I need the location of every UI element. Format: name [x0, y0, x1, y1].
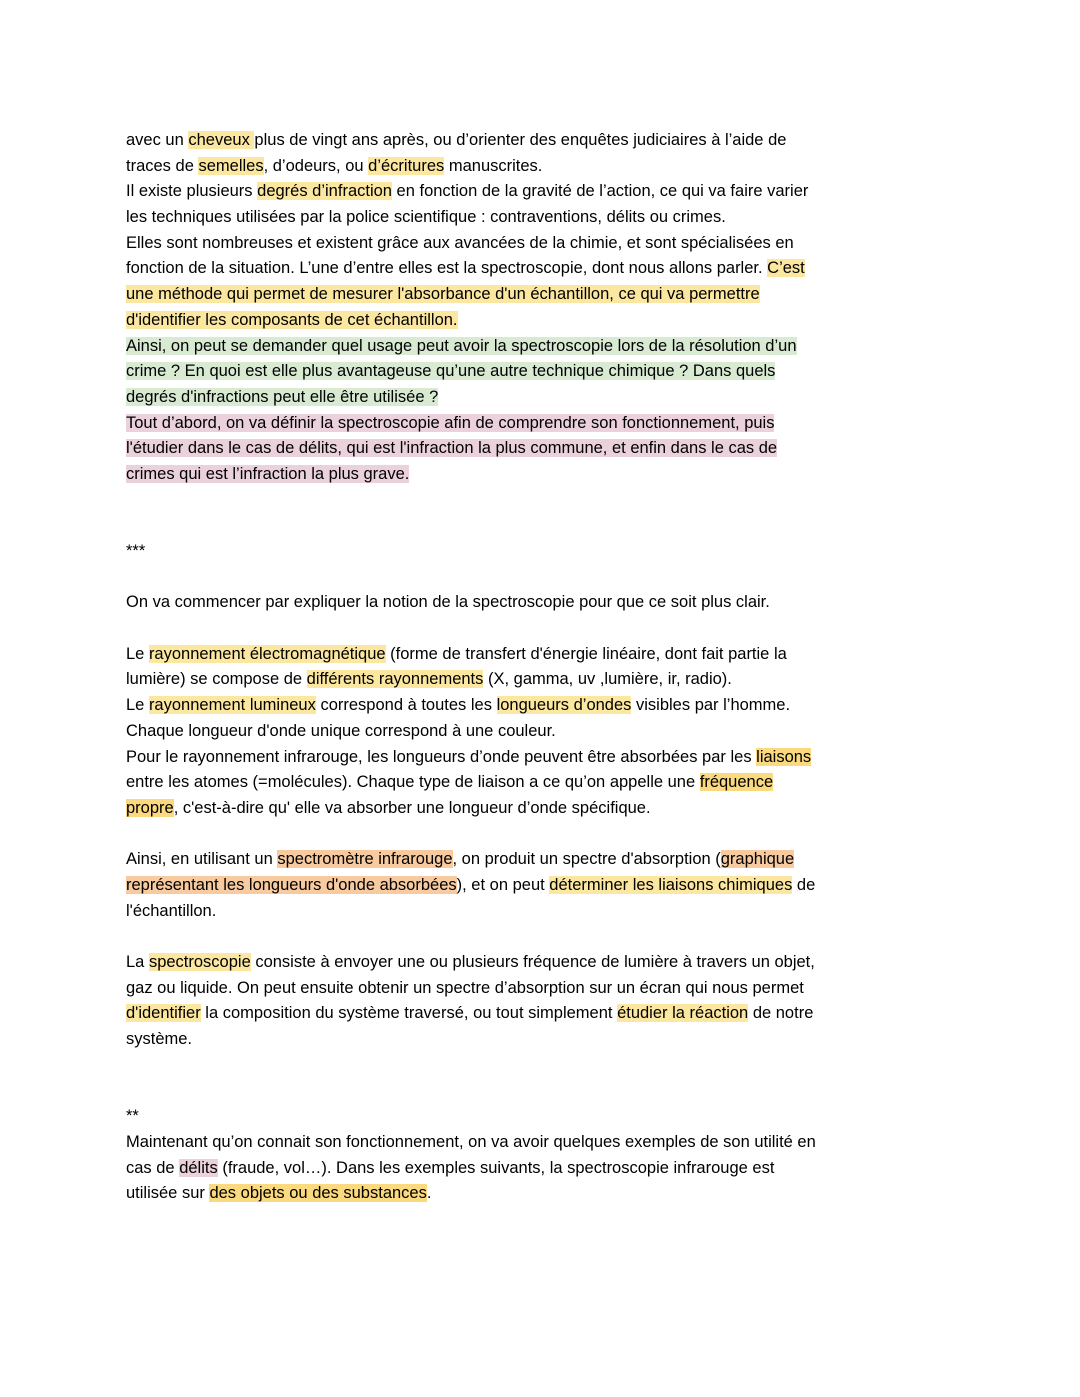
highlighted-text: d’écritures — [368, 156, 445, 175]
text-line — [126, 128, 962, 154]
text-segment: les techniques utilisées par la police scientifique : contraventions, délits ou crimes. — [126, 208, 726, 227]
highlighted-text: d'identifier les composants de cet échantillon. — [126, 310, 458, 329]
highlighted-text: liaisons — [756, 747, 812, 766]
text-line — [126, 231, 962, 257]
text-segment: , on produit un spectre d'absorption ( — [452, 850, 721, 869]
text-segment: l'échantillon. — [126, 901, 217, 920]
text-segment: La — [126, 953, 149, 971]
text-segment: plus de vingt ans après, ou d’orienter des enquêtes judiciaires à l’aide de — [254, 131, 787, 149]
highlighted-text: étudier la réaction — [617, 1004, 749, 1023]
document-text — [126, 128, 962, 1207]
text-line — [126, 308, 962, 334]
text-segment: Elles sont nombreuses et existent grâce aux avancées de la chimie, et sont spécialisées en — [126, 233, 794, 252]
text-line — [126, 1104, 962, 1130]
highlighted-text: graphique — [720, 850, 795, 869]
highlighted-text: représentant les longueurs d'onde absorbées — [126, 875, 457, 894]
text-line — [126, 436, 962, 462]
text-line — [126, 950, 962, 976]
highlighted-text: déterminer les liaisons chimiques — [549, 875, 793, 894]
text-line — [126, 282, 962, 308]
text-segment: la composition du système traversé, ou tout simplement — [200, 1004, 618, 1023]
highlighted-text: Tout d’abord, on va définir la spectroscopie afin de comprendre son fonctionnement, puis — [126, 413, 775, 432]
text-segment: en fonction de la gravité de l’action, ce qui va faire varier — [391, 182, 809, 201]
highlighted-text: spectromètre infrarouge — [277, 850, 453, 869]
text-segment: , c'est-à-dire qu' elle va absorber une longueur d’onde spécifique. — [173, 798, 651, 817]
text-line — [126, 1156, 962, 1182]
highlighted-text: l'étudier dans le cas de délits, qui est l'infraction la plus commune, et enfin dans le cas de — [126, 439, 778, 458]
text-line — [126, 385, 962, 411]
text-segment: de notre — [748, 1004, 814, 1023]
text-segment: visibles par l’homme. — [631, 696, 791, 715]
text-line — [126, 411, 962, 437]
text-segment: , d’odeurs, ou — [263, 156, 369, 175]
blank-line — [126, 616, 962, 642]
text-segment: (forme de transfert d'énergie linéaire, dont fait partie la — [385, 644, 787, 663]
text-segment: On va commencer par expliquer la notion de la spectroscopie pour que ce soit plus clair. — [126, 593, 770, 612]
text-segment: consiste à envoyer une ou plusieurs fréquence de lumière à travers un objet, — [250, 953, 815, 971]
text-segment: ** — [126, 1107, 139, 1126]
text-segment: correspond à toutes les — [315, 696, 497, 715]
text-line — [126, 796, 962, 822]
text-line — [126, 873, 962, 899]
text-line — [126, 1001, 962, 1027]
highlighted-text: rayonnement électromagnétique — [148, 644, 386, 663]
text-line — [126, 590, 962, 616]
text-line — [126, 719, 962, 745]
blank-line — [126, 822, 962, 848]
highlighted-text: longueurs d’ondes — [496, 696, 632, 715]
text-segment: manuscrites. — [444, 156, 543, 175]
text-segment: avec un — [126, 131, 189, 149]
text-line — [126, 770, 962, 796]
highlighted-text: d'identifier — [126, 1004, 201, 1023]
text-line — [126, 899, 962, 925]
highlighted-text: Ainsi, on peut se demander quel usage peut avoir la spectroscopie lors de la résolution d’un — [126, 336, 797, 355]
highlighted-text: fréquence — [699, 773, 774, 792]
text-line — [126, 976, 962, 1002]
highlighted-text: crimes qui est l’infraction la plus grave. — [126, 464, 410, 483]
text-segment: utilisée sur — [126, 1184, 210, 1203]
text-line — [126, 1027, 962, 1053]
text-line — [126, 179, 962, 205]
text-line — [126, 1130, 962, 1156]
blank-line — [126, 565, 962, 591]
text-line — [126, 539, 962, 565]
blank-line — [126, 924, 962, 950]
text-segment: entre les atomes (=molécules). Chaque type de liaison a ce qu’on appelle une — [126, 773, 700, 792]
text-segment: cas de — [126, 1158, 180, 1177]
text-line — [126, 745, 962, 771]
text-line — [126, 359, 962, 385]
highlighted-text: crime ? En quoi est elle plus avantageuse qu’une autre technique chimique ? Dans quels — [126, 362, 776, 381]
text-segment: fonction de la situation. L’une d’entre elles est la spectroscopie, dont nous allons parler. — [126, 259, 768, 278]
text-line — [126, 256, 962, 282]
text-line — [126, 667, 962, 693]
highlighted-text: cheveux — [188, 131, 255, 149]
highlighted-text: différents rayonnements — [306, 670, 484, 689]
highlighted-text: délits — [179, 1158, 218, 1177]
highlighted-text: degrés d'infractions peut elle être utilisée ? — [126, 387, 439, 406]
text-segment: Pour le rayonnement infrarouge, les longueurs d’onde peuvent être absorbées par les — [126, 747, 757, 766]
highlighted-text: semelles — [198, 156, 264, 175]
text-segment: Maintenant qu’on connait son fonctionnement, on va avoir quelques exemples de son utilité en — [126, 1132, 816, 1151]
blank-line — [126, 1053, 962, 1079]
text-line — [126, 693, 962, 719]
text-segment: système. — [126, 1030, 193, 1049]
text-line — [126, 847, 962, 873]
text-segment: lumière) se compose de — [126, 670, 307, 689]
text-line — [126, 334, 962, 360]
highlighted-text: spectroscopie — [148, 953, 251, 971]
text-segment: gaz ou liquide. On peut ensuite obtenir un spectre d’absorption sur un écran qui nous permet — [126, 978, 804, 997]
highlighted-text: rayonnement lumineux — [148, 696, 316, 715]
highlighted-text: degrés d’infraction — [257, 182, 392, 201]
blank-line — [126, 488, 962, 514]
text-line — [126, 462, 962, 488]
text-segment: . — [426, 1184, 432, 1203]
text-segment: traces de — [126, 156, 199, 175]
text-segment: Chaque longueur d'onde unique correspond à une couleur. — [126, 721, 556, 740]
blank-line — [126, 513, 962, 539]
text-line — [126, 154, 962, 180]
text-segment: Il existe plusieurs — [126, 182, 258, 201]
highlighted-text: des objets ou des substances — [209, 1184, 427, 1203]
blank-line — [126, 1078, 962, 1104]
text-line — [126, 642, 962, 668]
text-segment: de — [792, 875, 816, 894]
text-segment: Ainsi, en utilisant un — [126, 850, 278, 869]
text-line — [126, 205, 962, 231]
text-segment: *** — [126, 542, 146, 560]
text-segment: ), et on peut — [456, 875, 550, 894]
text-segment: (fraude, vol…). Dans les exemples suivants, la spectroscopie infrarouge est — [217, 1158, 775, 1177]
highlighted-text: propre — [126, 798, 174, 817]
text-line — [126, 1181, 962, 1207]
text-segment: Le — [126, 644, 149, 663]
highlighted-text: une méthode qui permet de mesurer l'absorbance d'un échantillon, ce qui va permettre — [126, 285, 760, 304]
highlighted-text: C’est — [767, 259, 805, 278]
text-segment: Le — [126, 696, 149, 715]
text-segment: (X, gamma, uv ,lumière, ir, radio). — [483, 670, 732, 689]
